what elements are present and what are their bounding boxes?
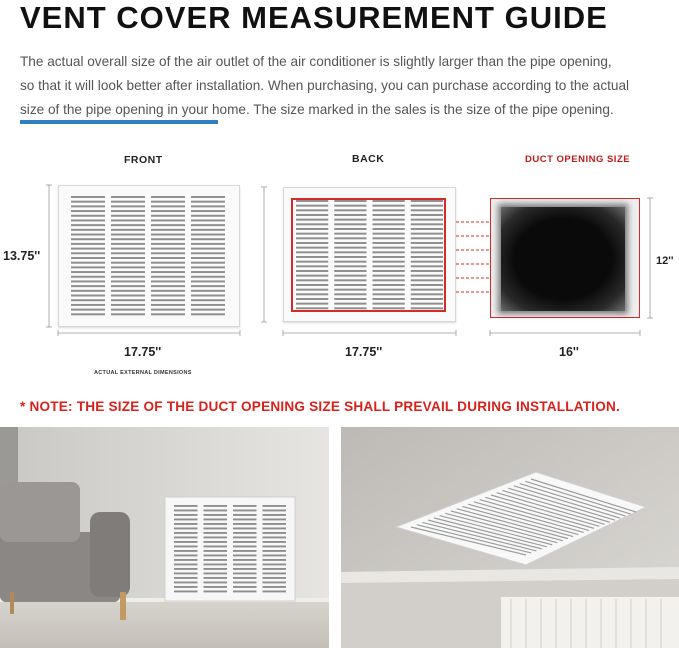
louver-slat: [204, 586, 228, 588]
louver-slat: [233, 564, 257, 566]
duct-height-dimension: 12'': [656, 255, 674, 267]
duct-width-dimension: 16'': [559, 345, 579, 359]
louver-slat: [204, 510, 228, 512]
louver-slat: [233, 523, 257, 525]
louver-slat: [233, 550, 257, 552]
louver-slat: [174, 550, 198, 552]
louver-slat: [263, 523, 287, 525]
louver-slat: [204, 559, 228, 561]
louver-slat: [263, 577, 287, 579]
louver-slat: [174, 528, 198, 530]
louver-slat: [204, 514, 228, 516]
louver-slat: [174, 532, 198, 534]
louver-slat: [263, 519, 287, 521]
intro-line-1: The actual overall size of the air outlet of the air conditioner is slightly larger than the pipe opening,: [20, 54, 612, 69]
installation-note: * NOTE: THE SIZE OF THE DUCT OPENING SIZE SHALL PREVAIL DURING INSTALLATION.: [20, 399, 621, 414]
louver-slat: [233, 546, 257, 548]
louver-slat: [233, 573, 257, 575]
louver-slat: [233, 537, 257, 539]
duct-opening-label: DUCT OPENING SIZE: [525, 154, 631, 165]
louver-slat: [204, 582, 228, 584]
louver-slat: [204, 528, 228, 530]
louver-slat: [174, 559, 198, 561]
louver-slat: [263, 537, 287, 539]
intro-line-2: so that it will look better after installation. When purchasing, you can purchase according to the actual: [20, 78, 630, 93]
louver-slat: [233, 568, 257, 570]
louver-slat: [174, 568, 198, 570]
louver-slat: [204, 568, 228, 570]
louver-slat: [263, 591, 287, 593]
louver-slat: [233, 591, 257, 593]
louver-slat: [263, 510, 287, 512]
louver-slat: [233, 541, 257, 543]
louver-slat: [263, 555, 287, 557]
front-width-dimension: 17.75'': [124, 345, 162, 359]
louver-slat: [174, 537, 198, 539]
louver-slat: [174, 505, 198, 507]
louver-slat: [204, 591, 228, 593]
louver-slat: [233, 559, 257, 561]
louver-slat: [174, 573, 198, 575]
louver-slat: [233, 514, 257, 516]
louver-slat: [174, 577, 198, 579]
louver-slat: [233, 577, 257, 579]
louver-slat: [174, 523, 198, 525]
louver-slat: [174, 514, 198, 516]
louver-slat: [263, 582, 287, 584]
louver-slat: [174, 591, 198, 593]
louver-slat: [263, 505, 287, 507]
louver-slat: [263, 528, 287, 530]
duct-size-highlight: [291, 198, 446, 312]
louver-slat: [204, 523, 228, 525]
ceiling-photo: [341, 427, 679, 648]
louver-slat: [263, 568, 287, 570]
louver-slat: [263, 559, 287, 561]
louver-slat: [233, 505, 257, 507]
louver-slat: [204, 537, 228, 539]
louver-slat: [233, 510, 257, 512]
louver-slat: [174, 541, 198, 543]
louver-slat: [174, 510, 198, 512]
front-height-dimension: 13.75'': [3, 249, 41, 263]
louver-slat: [174, 555, 198, 557]
louver-slat: [233, 586, 257, 588]
louver-slat: [174, 546, 198, 548]
louver-slat: [263, 586, 287, 588]
living-room-scene: [0, 427, 329, 648]
louver-slat: [233, 532, 257, 534]
louver-slat: [204, 541, 228, 543]
louver-slat: [174, 519, 198, 521]
intro-line-3: size of the pipe opening in your home. The size marked in the sales is the size of the pipe opening.: [20, 102, 614, 117]
duct-cavity: [501, 207, 625, 311]
louver-slat: [233, 555, 257, 557]
ceiling-scene: [341, 427, 679, 648]
louver-slat: [233, 528, 257, 530]
louver-slat: [263, 550, 287, 552]
louver-slat: [263, 532, 287, 534]
louver-slat: [204, 564, 228, 566]
louver-slat: [204, 519, 228, 521]
louver-slat: [263, 564, 287, 566]
external-dimensions-caption: ACTUAL EXTERNAL DIMENSIONS: [94, 370, 192, 376]
louver-slat: [204, 532, 228, 534]
louver-slat: [204, 546, 228, 548]
louver-slat: [263, 514, 287, 516]
page-title: VENT COVER MEASUREMENT GUIDE: [20, 0, 608, 35]
louver-slat: [174, 586, 198, 588]
louver-slat: [174, 564, 198, 566]
louver-slat: [263, 541, 287, 543]
louver-slat: [233, 519, 257, 521]
louver-slat: [233, 582, 257, 584]
louver-slat: [174, 582, 198, 584]
louver-slat: [204, 555, 228, 557]
living-room-photo: [0, 427, 329, 648]
louver-slat: [263, 573, 287, 575]
louver-slat: [204, 505, 228, 507]
louver-slat: [204, 573, 228, 575]
louver-slat: [204, 550, 228, 552]
back-label: BACK: [352, 153, 385, 165]
duct-opening-image: [490, 198, 640, 318]
louver-slat: [204, 577, 228, 579]
back-width-dimension: 17.75'': [345, 345, 383, 359]
louver-slat: [263, 546, 287, 548]
front-label: FRONT: [124, 154, 163, 166]
